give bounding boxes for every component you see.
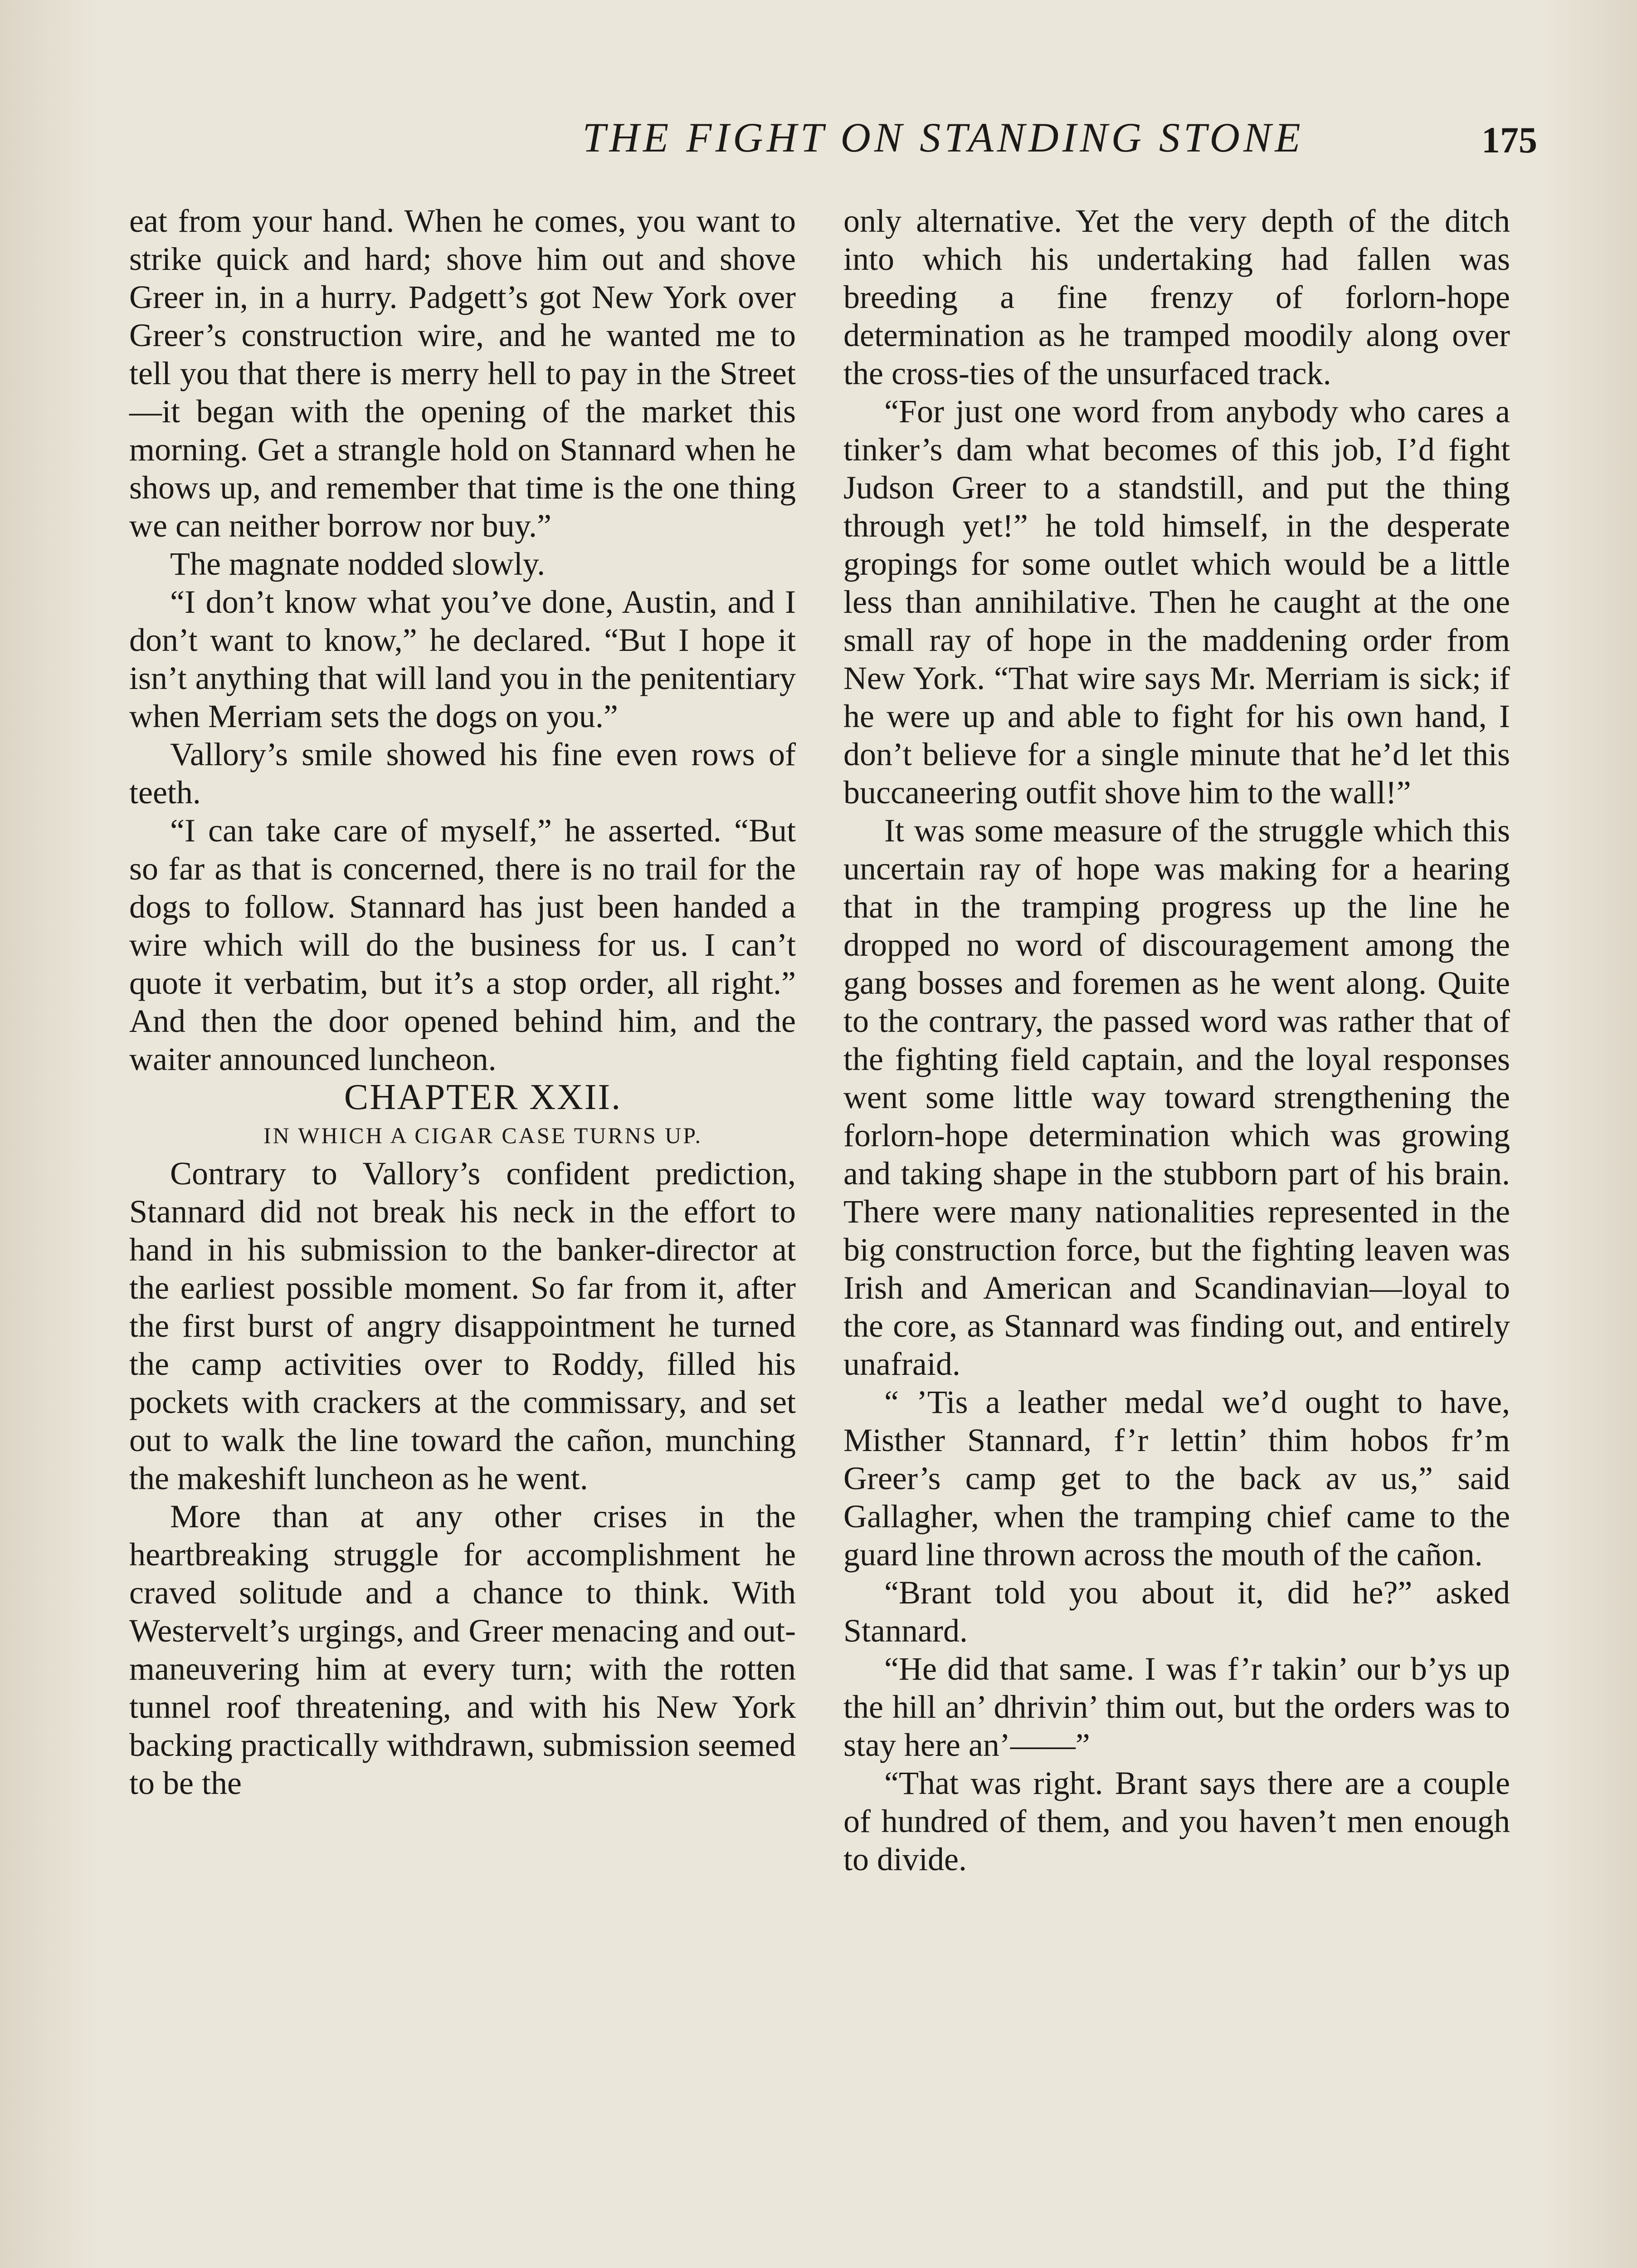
paragraph: eat from your hand. When he comes, you want to strike quick and hard; shove him out and shove Greer in, in a hurry. Padgett’s got New York over Greer’s construction wire, and he wanted me to tell you that there is merry hell to pay in the Street—it began with the opening of the market this morning. Get a strangle hold on Stannard when he shows up, and remember that time is the one thing we can neither borrow nor buy.” <box>129 203 796 544</box>
left-column <box>129 202 796 1802</box>
chapter-subtitle: IN WHICH A CIGAR CASE TURNS UP. <box>263 1123 703 1148</box>
paragraph: “For just one word from anybody who cares a tinker’s dam what becomes of this job, I’d fight Judson Greer to a standstill, and put the thing through yet!” he told himself, in the desperate gropings for some outlet which would be a little less than annihilative. Then he caught at the one small ray of hope in the maddening order from New York. “That wire says Mr. Merriam is sick; if he were up and able to fight for his own hand, I don’t believe for a single minute that he’d let this buccaneering outfit shove him to the wall!” <box>843 393 1510 811</box>
paragraph: “I don’t know what you’ve done, Austin, and I don’t want to know,” he declared. “But I hope it isn’t anything that will land you in the penitentiary when Merriam sets the dogs on you.” <box>129 584 796 734</box>
paragraph: “He did that same. I was f’r takin’ our b’ys up the hill an’ dhrivin’ thim out, but the orders was to stay here an’——” <box>843 1651 1510 1763</box>
paragraph: “Brant told you about it, did he?” asked Stannard. <box>843 1574 1510 1649</box>
running-head: THE FIGHT ON STANDING STONE <box>582 114 1304 161</box>
right-column <box>843 202 1510 1878</box>
paragraph: The magnate nodded slowly. <box>170 546 546 582</box>
paragraph: Vallory’s smile showed his fine even rows of teeth. <box>129 736 796 811</box>
paragraph: It was some measure of the struggle which this uncertain ray of hope was making for a hearing that in the tramping progress up the line he dropped no word of discouragement among the gang bosses and foremen as he went along. Quite to the contrary, the passed word was rather that of the fighting field captain, and the loyal responses went some little way toward strengthening the forlorn-hope determination which was growing and taking shape in the stubborn part of his brain. There were many nationalities represented in the big construction force, but the fighting leaven was Irish and American and Scandinavian—loyal to the core, as Stannard was finding out, and entirely unafraid. <box>843 812 1510 1382</box>
paragraph: Contrary to Vallory’s confident prediction, Stannard did not break his neck in the effort to hand in his submission to the banker-director at the earliest possible moment. So far from it, after the first burst of angry disappointment he turned the camp activities over to Roddy, filled his pockets with crackers at the commissary, and set out to walk the line toward the cañon, munching the makeshift luncheon as he went. <box>129 1155 796 1496</box>
paragraph: “I can take care of myself,” he asserted. “But so far as that is concerned, there is no trail for the dogs to follow. Stannard has just been handed a wire which will do the business for us. I can’t quote it verbatim, but it’s a stop order, all right.” And then the door opened behind him, and the waiter announced luncheon. <box>129 812 796 1077</box>
paragraph: only alternative. Yet the very depth of the ditch into which his undertaking had fallen was breeding a fine frenzy of forlorn-hope determination as he tramped moodily along over the cross-ties of the unsurfaced track. <box>843 203 1510 391</box>
chapter-title: CHAPTER XXII. <box>344 1077 622 1117</box>
paragraph: “ ’Tis a leather medal we’d ought to have, Misther Stannard, f’r lettin’ thim hobos fr’m Greer’s camp get to the back av us,” said Gallagher, when the tramping chief came to the guard line thrown across the mouth of the cañon. <box>843 1384 1510 1573</box>
paragraph: “That was right. Brant says there are a couple of hundred of them, and you haven’t men enough to divide. <box>843 1765 1510 1877</box>
paragraph: More than at any other crises in the heartbreaking struggle for accomplishment he craved solitude and a chance to think. With Westervelt’s urgings, and Greer menacing and out-maneuvering him at every turn; with the rotten tunnel roof threatening, and with his New York backing practically withdrawn, submission seemed to be the <box>129 1498 796 1801</box>
page-number: 175 <box>1481 119 1537 161</box>
